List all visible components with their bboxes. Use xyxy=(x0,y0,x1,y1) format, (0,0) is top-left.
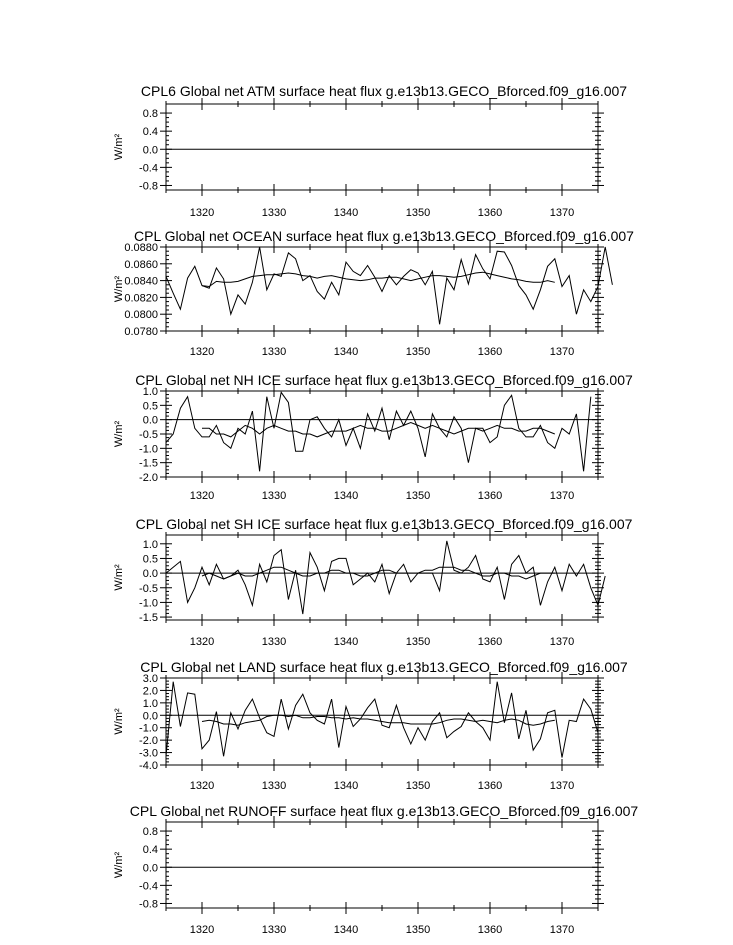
y-tick-label: 0.0 xyxy=(142,568,158,581)
plot-frame xyxy=(166,391,598,477)
x-tick-label: 1340 xyxy=(333,636,359,648)
chart-title: CPL Global net NH ICE surface heat flux g.e13b13.GECO_Bforced.f09_g16.007 xyxy=(135,372,633,388)
chart-panel-6 xyxy=(113,803,638,936)
chart-title: CPL Global net OCEAN surface heat flux g.e13b13.GECO_Bforced.f09_g16.007 xyxy=(134,228,634,244)
x-tick-label: 1370 xyxy=(549,636,575,648)
y-axis-label: W/m² xyxy=(113,564,125,591)
y-tick-label: 0.0800 xyxy=(124,309,158,322)
y-tick-label: 0.8 xyxy=(142,826,158,839)
y-tick-label: 0.8 xyxy=(142,108,158,121)
x-tick-label: 1360 xyxy=(477,636,503,648)
series-line-raw xyxy=(166,682,598,758)
x-tick-label: 1340 xyxy=(333,207,359,219)
y-tick-label: -0.5 xyxy=(139,429,158,441)
x-tick-label: 1340 xyxy=(333,346,359,358)
x-tick-label: 1370 xyxy=(549,207,575,219)
plot-frame xyxy=(166,535,598,620)
x-tick-label: 1360 xyxy=(477,490,503,502)
y-tick-label: -0.5 xyxy=(139,582,158,595)
y-tick-label: -1.0 xyxy=(139,597,158,610)
y-tick-label: 3.0 xyxy=(142,673,158,685)
y-tick-label: 0.0 xyxy=(142,144,158,157)
series-line-raw xyxy=(166,247,612,324)
series-line-smoothed xyxy=(202,715,555,725)
y-tick-label: -1.5 xyxy=(139,612,158,625)
x-tick-label: 1360 xyxy=(477,780,503,792)
y-tick-label: -0.8 xyxy=(139,898,158,911)
y-tick-label: -0.4 xyxy=(139,162,158,175)
y-tick-label: 0.0880 xyxy=(124,242,158,254)
series-line-raw xyxy=(166,541,605,614)
y-tick-label: 0.5 xyxy=(142,553,158,566)
y-tick-label: -3.0 xyxy=(139,747,158,760)
x-tick-label: 1330 xyxy=(261,490,287,502)
y-axis-label: W/m² xyxy=(113,851,125,879)
x-tick-label: 1350 xyxy=(405,780,431,792)
x-tick-label: 1350 xyxy=(405,490,431,502)
x-tick-label: 1320 xyxy=(189,207,215,219)
y-tick-label: -1.0 xyxy=(139,443,158,456)
series-line-raw xyxy=(166,392,591,471)
y-tick-label: 0.4 xyxy=(142,844,158,857)
x-tick-label: 1320 xyxy=(189,490,215,502)
x-tick-label: 1350 xyxy=(405,207,431,219)
x-tick-label: 1350 xyxy=(405,346,431,358)
x-tick-label: 1330 xyxy=(261,780,287,792)
x-tick-label: 1360 xyxy=(477,924,503,936)
x-tick-label: 1360 xyxy=(477,207,503,219)
chart-title: CPL6 Global net ATM surface heat flux g.e13b13.GECO_Bforced.f09_g16.007 xyxy=(140,83,628,99)
x-tick-label: 1350 xyxy=(405,636,431,648)
x-tick-label: 1360 xyxy=(477,346,503,358)
chart-panel-2 xyxy=(113,228,634,358)
y-tick-label: -4.0 xyxy=(139,760,158,772)
y-tick-label: 0.0820 xyxy=(124,292,158,305)
x-tick-label: 1330 xyxy=(261,346,287,358)
y-tick-label: -0.8 xyxy=(139,180,158,193)
y-tick-label: 0.0 xyxy=(142,862,158,875)
x-tick-label: 1370 xyxy=(549,780,575,792)
x-tick-label: 1340 xyxy=(333,924,359,936)
y-tick-label: -0.4 xyxy=(139,880,158,893)
y-tick-label: 2.0 xyxy=(142,685,158,698)
x-tick-label: 1320 xyxy=(189,780,215,792)
x-tick-label: 1330 xyxy=(261,207,287,219)
x-tick-label: 1330 xyxy=(261,924,287,936)
x-tick-label: 1320 xyxy=(189,924,215,936)
y-tick-label: -2.0 xyxy=(139,735,158,748)
x-tick-label: 1350 xyxy=(405,924,431,936)
chart-panel-3 xyxy=(113,372,633,502)
y-tick-label: 0.0780 xyxy=(124,326,158,338)
y-tick-label: -1.0 xyxy=(139,722,158,735)
y-tick-label: 0.0 xyxy=(142,710,158,723)
y-axis-label: W/m² xyxy=(113,133,125,161)
y-tick-label: 0.0860 xyxy=(124,258,158,271)
y-tick-label: 0.0840 xyxy=(124,275,158,288)
y-tick-label: 0.4 xyxy=(142,126,158,139)
y-tick-label: 0.5 xyxy=(142,400,158,413)
chart-title: CPL Global net LAND surface heat flux g.e13b13.GECO_Bforced.f09_g16.007 xyxy=(140,659,628,675)
plot-frame xyxy=(166,104,598,190)
y-axis-label: W/m² xyxy=(113,275,125,303)
chart-panel-5 xyxy=(113,659,628,792)
x-tick-label: 1370 xyxy=(549,346,575,358)
x-tick-label: 1320 xyxy=(189,636,215,648)
y-tick-label: -1.5 xyxy=(139,457,158,470)
x-tick-label: 1330 xyxy=(261,636,287,648)
chart-title: CPL Global net SH ICE surface heat flux g.e13b13.GECO_Bforced.f09_g16.007 xyxy=(135,516,633,532)
y-tick-label: 1.0 xyxy=(142,386,158,398)
y-tick-label: -2.0 xyxy=(139,472,158,484)
chart-panel-1 xyxy=(113,83,627,219)
y-tick-label: 0.0 xyxy=(142,414,158,427)
chart-panel-4 xyxy=(113,516,633,648)
x-tick-label: 1340 xyxy=(333,780,359,792)
x-tick-label: 1370 xyxy=(549,924,575,936)
y-tick-label: 1.0 xyxy=(142,538,158,551)
plot-frame xyxy=(166,247,598,331)
plot-frame xyxy=(166,822,598,908)
chart-title: CPL Global net RUNOFF surface heat flux g.e13b13.GECO_Bforced.f09_g16.007 xyxy=(129,803,639,819)
x-tick-label: 1320 xyxy=(189,346,215,358)
y-axis-label: W/m² xyxy=(113,420,125,448)
y-tick-label: 1.0 xyxy=(142,697,158,710)
x-tick-label: 1370 xyxy=(549,490,575,502)
y-axis-label: W/m² xyxy=(113,708,125,735)
x-tick-label: 1340 xyxy=(333,490,359,502)
